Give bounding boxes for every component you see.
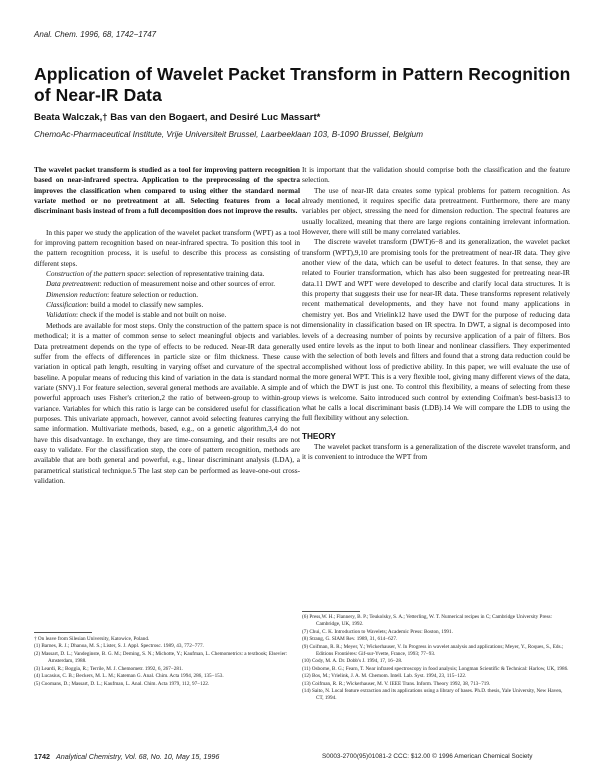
step-item: Construction of the pattern space: selection of representative training data. (46, 269, 265, 279)
reference-item: (13) Coifman, R. R.; Wickerhauser, M. V. IEEE Trans. Inform. Theory 1992, 38, 713−719. (302, 680, 491, 687)
nearir-paragraph: The use of near-IR data creates some typical problems for pattern recognition. As already mentioned, it requires specific data pretreatment. Furthermore, there are many variables per object, stressing the need for dimension reduction. The spectral features are usually localized, meaning that there are large regions containing irrelevant information. However, there will still be many correlated variables. (302, 185, 570, 237)
reference-item: (8) Strang, G. SIAM Rev. 1989, 31, 614−627. (302, 636, 398, 643)
right-references (302, 614, 570, 703)
footer-left (34, 752, 219, 761)
reference-item: (4) Lucasius, C. B.; Beckers, M. L. M.; Kateman G. Anal. Chim. Acta 1994, 286, 135−153. (34, 673, 224, 680)
reference-item: (14) Saito, N. Local feature extraction and its applications using a library of bases. Ph.D. thesis, Yale University, New Haven, CT, 1994. (302, 688, 563, 702)
theory-heading: THEORY (302, 431, 336, 441)
reference-item: (10) Cody, M. A. Dr. Dobb's J. 1994, 17, 16−28. (302, 658, 403, 665)
footnote-divider (34, 632, 92, 633)
validation-paragraph: It is important that the validation should comprise both the classification and the feature selection. (302, 165, 570, 185)
reference-item: (9) Coifman, R. R.; Meyer, Y.; Wickerhauser, V. In Progress in wavelet analysis and applications; Meyer, Y., Roques, S., Eds.; Editions Frontières: Gif-sur-Yvette, France, 1993; 77−93. (302, 643, 564, 657)
right-column (302, 165, 570, 462)
affiliation: ChemoAc-Pharmaceutical Institute, Vrije Universiteit Brussel, Laarbeeklaan 103, B-1090 Brussel, Belgium (34, 129, 424, 139)
step-item: Validation: check if the model is stable and not built on noise. (46, 310, 227, 320)
reference-item: (7) Chui, C. K. Introduction to Wavelets; Academic Press: Boston, 1991. (302, 628, 453, 635)
journal-issue: Analytical Chemistry, Vol. 68, No. 10, May 15, 1996 (56, 752, 220, 761)
copyright-line: S0003-2700(95)01081-2 CCC: $12.00 © 1996 American Chemical Society (322, 753, 533, 760)
footnote-divider (302, 611, 360, 612)
page-number: 1742 (34, 752, 50, 761)
author-list: Beata Walczak,† Bas van den Bogaert, and Desiré Luc Massart* (34, 112, 321, 123)
step-item: Data pretreatment: reduction of measurement noise and other sources of error. (46, 279, 276, 289)
step-item: Classification: build a model to classify new samples. (46, 300, 204, 310)
methods-paragraph: Methods are available for most steps. Only the construction of the pattern space is not methodical; it is a matter of common sense to select meaningful objects and variables. Data pretreatment depends on the type of effects to be reduced. Near-IR data generally suffer from the effects of differences in particle size or film thickness. These cause variation in optical path length, resulting in varying offset and curvature of the spectral baseline. A popular means of reducing this kind of variation in the data is standard normal variate (SNV).1 For feature selection, several general methods are available. A simple and powerful approach uses Fisher's criterion,2 the ratio of between-group to within-group variance. Variables for which this ratio is large can be considered useful for classification purposes. This univariate approach, however, cannot avoid selecting features carrying the same information. Multivariate methods, based, e.g., on a genetic algorithm,3,4 do not have this disadvantage. In exchange, they are time-consuming, and their results are not easy to validate. For the classification step, the core of pattern recognition, methods are available that are both general and powerful, e.g., linear discriminant analysis (LDA), a parametrical statistical technique.5 The last step can be performed as leave-one-out cross-validation. (34, 320, 300, 485)
reference-item: (3) Leardi, R.; Boggia, R.; Terrile, M. J. Chemometr. 1992, 6, 267−281. (34, 665, 183, 672)
left-column (34, 165, 300, 486)
dwt-paragraph: The discrete wavelet transform (DWT)6−8 and its generalization, the wavelet packet transform (WPT),9,10 are promising tools for the pretreatment of near-IR data. They give another view of the data, which can be useful to detect features. In that sense, they are related to Fourier transformation, which has also been suggested for pretreating near-IR data.11 DWT and WPT were developed to describe and clarify local data structures. It is this property that suggests their use for near-IR data. These transforms represent relatively recent mathematical developments, and they have not found many applications in chemistry yet. Bos and Vrielink12 have used the DWT for the purpose of reducing data dimensionality in classification based on IR spectra. In DWT, a signal is decomposed into levels of a decreasing number of points by recursive application of a pair of filters. Bos used entire levels as the input to both linear and nonlinear classifiers. They experimented with the selection of both levels and filters and found that a strong data reduction could be accomplished without loss of predictive ability. In this paper, we will evaluate the use of the more general WPT. This is a very flexible tool, giving many different views of the data, of which the DWT is just one. To control this flexibility, a means of selecting from these views is welcome. Saito introduced such control by extending Coifman's best-basis13 to what he calls a local discriminant basis (LDB).14 We will compare the LDB to using the full flexibility without any selection. (302, 237, 570, 423)
reference-item: (5) Coomans, D.; Massart, D. L.; Kaufman, L. Anal. Chim. Acta 1979, 112, 97−122. (34, 680, 210, 687)
step-item: Dimension reduction: feature selection or reduction. (46, 289, 199, 299)
theory-paragraph: The wavelet packet transform is a generalization of the discrete wavelet transform, and it is convenient to introduce the WPT from (302, 441, 570, 461)
reference-item: (12) Bos, M.; Vrielink, J. A. M. Chemom. Intell. Lab. Syst. 1994, 23, 115−122. (302, 673, 467, 680)
left-references (34, 636, 300, 688)
journal-citation: Anal. Chem. 1996, 68, 1742−1747 (34, 30, 157, 39)
reference-item: (11) Osborne, B. G.; Fearn, T. Near infrared spectroscopy in food analysis; Longman Scientific & Technical: Harlow, UK, 1986. (302, 665, 569, 672)
reference-item: (6) Press,W. H.; Flannery, B. P.; Teukolsky, S. A.; Vetterling, W. T. Numerical recipes in C; Cambridge University Press: Cambridge, UK, 1992. (302, 614, 552, 628)
reference-item: † On leave from Silesian University, Katowice, Poland. (34, 636, 150, 642)
reference-item: (1) Barnes, R. J.; Dhanoa, M. S.; Lister, S. J. Appl. Spectrosc. 1989, 43, 772−777. (34, 643, 204, 650)
intro-paragraph: In this paper we study the application of the wavelet packet transform (WPT) as a tool for improving pattern recognition based on near-infrared spectra. To position this tool in the pattern recognition process, it is useful to describe this process as consisting of different steps. (34, 227, 300, 268)
abstract: The wavelet packet transform is studied as a tool for improving pattern recognition based on near-infrared spectra. Application to the preprocessing of the spectra improves the classification when compared to using either the standard normal variate method or no pretreatment at all. Selecting features from a local discriminant basis instead of from a full decomposition does not improve the results. (34, 165, 300, 216)
article-title: Application of Wavelet Packet Transform in Pattern Recognition of Near-IR Data (34, 64, 571, 105)
reference-item: (2) Massart, D. L.; Vandeginste, B. G. M.; Deming, S. N.; Michotte, Y.; Kaufman, L. Chemometrics: a textbook; Elsevier: Amsterdam, 1988. (34, 650, 288, 665)
